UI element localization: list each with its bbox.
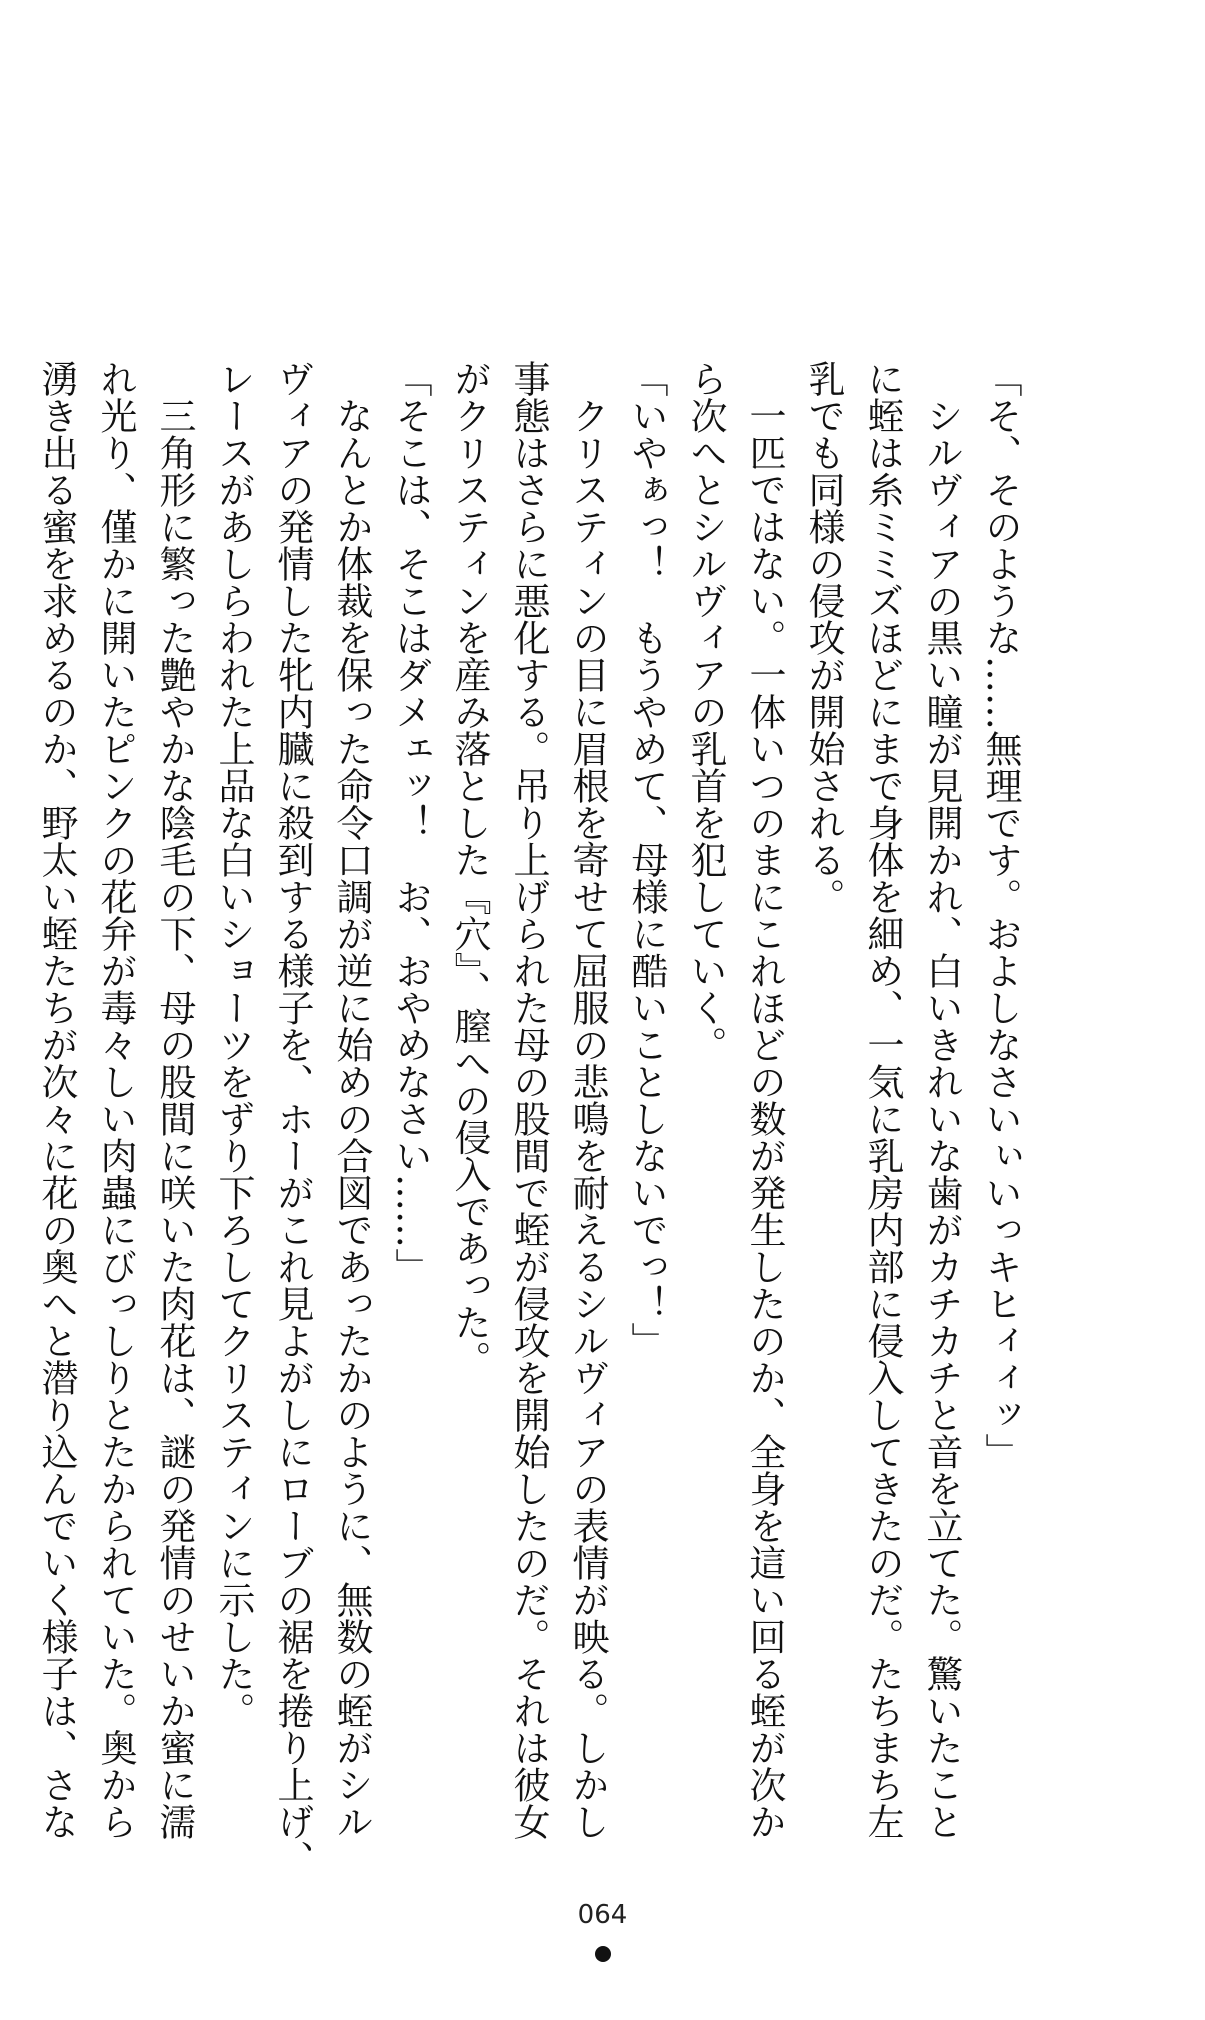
text-line: 乳でも同様の侵攻が開始される。 bbox=[802, 360, 845, 915]
text-line: 湧き出る蜜を求めるのか、野太い蛭たちが次々に花の奥へと潜り込んでいく様子は、さな bbox=[35, 360, 78, 1840]
text-line: シルヴィアの黒い瞳が見開かれ、白いきれいな歯がカチカチと音を立てた。驚いたこと bbox=[920, 397, 963, 1840]
text-line: れ光り、僅かに開いたピンクの花弁が毒々しい肉蟲にびっしりとたかられていた。奥から bbox=[94, 360, 137, 1840]
text-line: レースがあしらわれた上品な白いショーツをずり下ろしてクリスティンに示した。 bbox=[212, 360, 255, 1729]
text-line: なんとか体裁を保った命令口調が逆に始めの合図であったかのように、無数の蛭がシル bbox=[330, 397, 373, 1840]
text-line: 三角形に繁った艶やかな陰毛の下、母の股間に咲いた肉花は、謎の発情のせいか蜜に濡 bbox=[153, 397, 196, 1840]
text-line: ヴィアの発情した牝内臓に殺到する様子を、ホーがこれ見よがしにローブの裾を捲り上げ、 bbox=[271, 360, 314, 1877]
text-line: がクリスティンを産み落とした『穴』、膣への侵入であった。 bbox=[448, 360, 491, 1378]
text-line: 一匹ではない。一体いつのまにこれほどの数が発生したのか、全身を這い回る蛭が次か bbox=[743, 397, 786, 1840]
text-line: 「そ、そのような……無理です。およしなさいぃいっキヒィィッ」 bbox=[979, 360, 1022, 1470]
text-line: に蛭は糸ミミズほどにまで身体を細め、一気に乳房内部に侵入してきたのだ。たちまち左 bbox=[861, 360, 904, 1840]
text-line: 事態はさらに悪化する。吊り上げられた母の股間で蛭が侵攻を開始したのだ。それは彼女 bbox=[507, 360, 550, 1840]
text-line: 「そこは、そこはダメェッ！ お、おやめなさい……」 bbox=[389, 360, 432, 1285]
text-line: クリスティンの目に眉根を寄せて屈服の悲鳴を耐えるシルヴィアの表情が映る。しかし bbox=[566, 397, 609, 1840]
text-line: ら次へとシルヴィアの乳首を犯していく。 bbox=[684, 360, 727, 1063]
page-number-dot-icon bbox=[595, 1946, 611, 1962]
page-number: 064 bbox=[577, 1900, 628, 1930]
vertical-text-body bbox=[35, 360, 1030, 1877]
text-line: 「いやぁっ！ もうやめて、母様に酷いことしないでっ！」 bbox=[625, 360, 668, 1359]
